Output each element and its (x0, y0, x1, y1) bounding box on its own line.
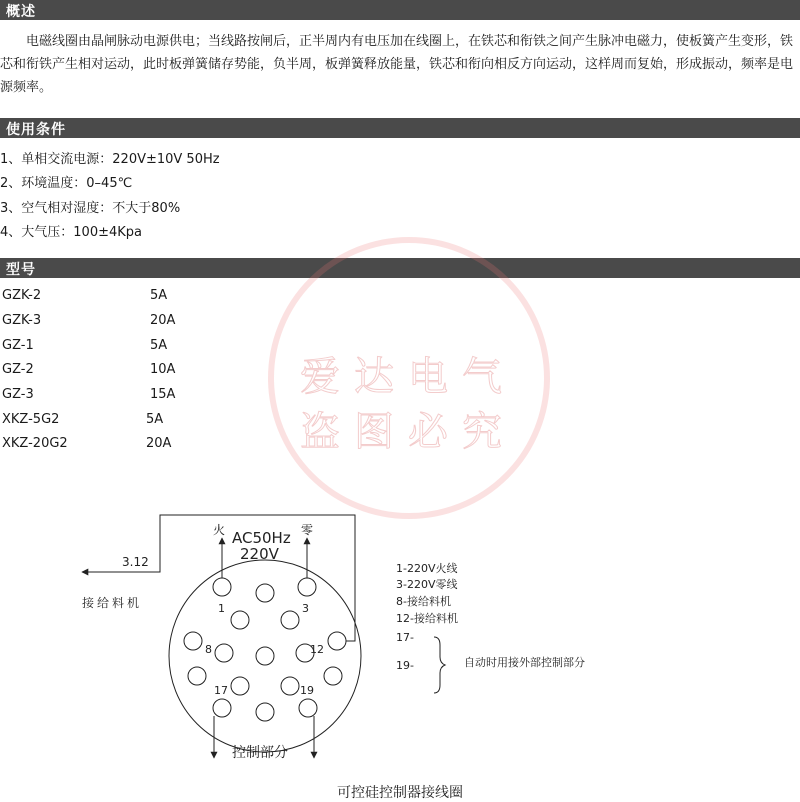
pin-label-1: 1 (218, 602, 225, 615)
pin-label-12: 12 (310, 643, 324, 656)
watermark-line1: 爱达电气 (300, 354, 516, 400)
pin-hole (184, 632, 202, 650)
model-current: 20A (150, 313, 176, 328)
model-name: GZK-2 (2, 288, 42, 303)
pin-hole (256, 584, 274, 602)
overview-text: 电磁线圈由晶闸脉动电源供电；当线路按闸后，正半周内有电压加在线圈上，在铁芯和衔铁之间产生脉冲电磁力，使板簧产生变形，铁芯和衔铁产生相对运动，此时板弹簧储存势能，负半周，板弹簧释放能量，铁芯和衔向相反方向运动，这样周而复始，形成振动，频率是电源频率。 (0, 34, 794, 95)
overview-header-label: 概述 (6, 4, 36, 20)
model-name: XKZ-20G2 (2, 436, 68, 451)
conditions-header-label: 使用条件 (6, 122, 66, 138)
pin-hole (298, 578, 316, 596)
model-name: GZ-2 (2, 362, 34, 377)
voltage-label: 220V (240, 545, 279, 563)
ac-label: AC50Hz (232, 529, 291, 547)
legend-item: 8-接给料机 (396, 595, 451, 608)
pin-hole (188, 667, 206, 685)
pin-hole (213, 699, 231, 717)
auto-note: 自动时用接外部控制部分 (464, 656, 585, 669)
watermark-line2: 盗图必究 (300, 409, 516, 455)
model-name: GZ-3 (2, 387, 34, 402)
legend-pin17: 17- (396, 631, 414, 644)
model-current: 10A (150, 362, 176, 377)
pin-label-8: 8 (205, 643, 212, 656)
pin-hole (281, 677, 299, 695)
model-current: 5A (146, 412, 164, 427)
pin-hole (256, 703, 274, 721)
feeder-label: 接给料机 (82, 596, 143, 610)
legend-item: 3-220V零线 (396, 578, 458, 591)
fire-label: 火 (213, 523, 226, 537)
pin-hole (213, 578, 231, 596)
control-label: 控制部分 (232, 745, 288, 761)
legend-item: 1-220V火线 (396, 562, 458, 575)
arrow-value: 3.12 (122, 555, 149, 569)
legend-item: 12-接给料机 (396, 612, 458, 625)
model-current: 5A (150, 288, 168, 303)
model-current: 20A (146, 436, 172, 451)
pin-hole (324, 667, 342, 685)
condition-item: 2、环境温度：0–45℃ (0, 176, 133, 191)
zero-label: 零 (301, 523, 314, 537)
pin-label-19: 19 (300, 684, 314, 697)
condition-item: 1、单相交流电源：220V±10V 50Hz (0, 152, 220, 167)
condition-item: 3、空气相对湿度：不大于80% (0, 201, 181, 216)
model-current: 15A (150, 387, 176, 402)
model-name: GZ-1 (2, 338, 34, 353)
pin-hole (328, 632, 346, 650)
diagram-caption: 可控硅控制器接线圈 (337, 785, 463, 801)
model-name: GZK-3 (2, 313, 42, 328)
condition-item: 4、大气压：100±4Kpa (0, 225, 142, 240)
models-header-label: 型号 (6, 262, 36, 278)
legend-pin19: 19- (396, 659, 414, 672)
connector-outline (169, 560, 361, 752)
pin-hole (299, 699, 317, 717)
pin-label-17: 17 (214, 684, 228, 697)
pin-hole (281, 611, 299, 629)
pin-label-3: 3 (302, 602, 309, 615)
pin-hole (215, 644, 233, 662)
pin-hole (231, 611, 249, 629)
pin-hole (231, 677, 249, 695)
pin-hole (256, 647, 274, 665)
model-name: XKZ-5G2 (2, 412, 60, 427)
model-current: 5A (150, 338, 168, 353)
